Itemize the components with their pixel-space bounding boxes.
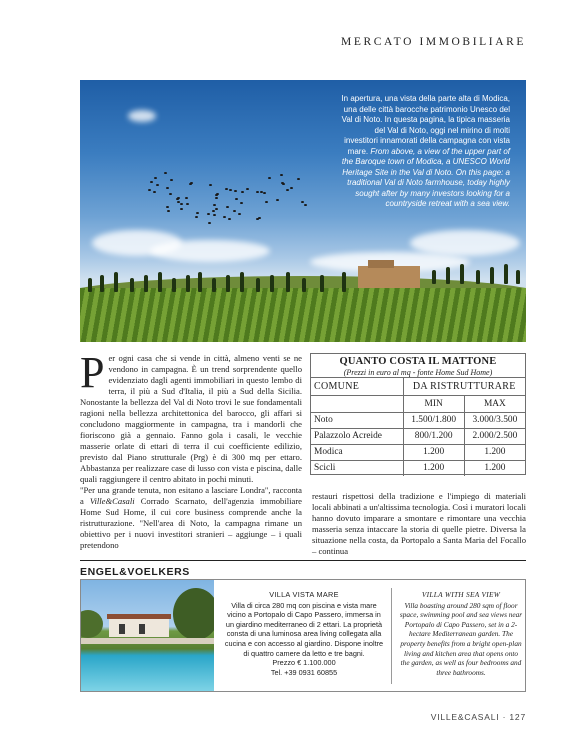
cypress-tree <box>144 275 148 292</box>
bird <box>229 189 232 191</box>
bird <box>290 187 293 189</box>
bird <box>166 187 169 189</box>
bird <box>238 213 241 215</box>
cypress-tree <box>186 275 190 292</box>
bird <box>268 177 271 179</box>
listing-italian <box>224 590 384 677</box>
table-row: Modica 1.200 1.200 <box>311 444 525 460</box>
bird <box>207 213 210 215</box>
cypress-tree <box>302 278 306 292</box>
cypress-tree <box>446 267 450 284</box>
page-footer <box>431 712 526 722</box>
bird <box>176 198 179 200</box>
listing-price: Prezzo € 1.100.000 <box>272 658 336 668</box>
bird <box>153 191 156 193</box>
bird <box>226 206 229 208</box>
bird <box>280 174 283 176</box>
listing-text-en: Villa boasting around 280 sqm of floor space, swimming pool and sea views near Portopalo di Capo Passero, set in a 2-hectare Mediterranean garden. The property benefits from a bright open-plan living and kitchen area that opens onto the garden, as well as four bedrooms and three bathrooms. <box>399 600 523 677</box>
listing-divider <box>391 588 392 684</box>
cypress-tree <box>240 272 244 292</box>
bird <box>156 184 159 186</box>
listing-phone: Tel. +39 0931 60855 <box>270 667 338 677</box>
article-paragraph-3: restauri rispettosi della tradizione e l'impiego di materiali locali abbinati a un'altissima tecnologia. Così i muratori locali hanno dovuto imparare a smontare e rimontare una vecchia masseria senza intaccare la storia di quelle pietre. Diversa la situazione nella costa, da Portopalo a Santa Maria del Focallo – continua <box>312 491 526 556</box>
footer-magazine: VILLE&CASALI <box>430 712 500 722</box>
cypress-tree <box>114 272 118 292</box>
table-row: Noto 1.500/1.800 3.000/3.500 <box>311 412 525 428</box>
bird <box>301 201 304 203</box>
villa-photo <box>81 580 214 691</box>
bird <box>154 177 157 179</box>
cypress-tree <box>516 270 520 284</box>
bird <box>304 204 307 206</box>
table-row: Scicli 1.200 1.200 <box>311 460 525 476</box>
agency-name: ENGEL&VOELKERS <box>80 566 190 578</box>
agency-divider <box>80 560 526 561</box>
bird <box>185 197 188 199</box>
bird <box>215 208 218 210</box>
cypress-tree <box>130 278 134 292</box>
listing-title-en: VILLA WITH SEA VIEW <box>421 590 501 599</box>
bird <box>233 210 236 212</box>
bird <box>195 216 198 218</box>
bird <box>258 217 261 219</box>
bird <box>208 222 211 224</box>
bird <box>286 189 289 191</box>
cypress-tree <box>158 272 162 292</box>
cypress-tree <box>432 270 436 284</box>
bird <box>265 201 268 203</box>
bird <box>164 172 167 174</box>
price-table-subtitle: (Prezzi in euro al mq - fonte Home Sud Home) <box>343 368 493 377</box>
caption-english: From above, a view of the upper part of the Baroque town of Modica, a UNESCO World Heritage Site in the Val di Noto. On this page: a traditional Val di Noto farmhouse, today highly sought after by many investors looking for a countryside retreat with a sea view. <box>341 146 510 208</box>
bird <box>190 182 193 184</box>
bird <box>180 208 183 210</box>
bird <box>246 188 249 190</box>
table-row: Palazzolo Acreide 800/1.200 2.000/2.500 <box>311 428 525 444</box>
bird <box>223 216 226 218</box>
column-header-comune: COMUNE <box>311 378 403 395</box>
bird <box>225 188 228 190</box>
magazine-name: Ville&Casali <box>89 496 135 506</box>
cypress-tree <box>212 278 216 292</box>
hero-photo <box>80 80 526 342</box>
hero-caption <box>340 94 510 210</box>
cypress-tree <box>342 272 346 292</box>
listing-title-it: VILLA VISTA MARE <box>269 590 339 599</box>
listing-box <box>80 579 526 692</box>
bird <box>167 210 170 212</box>
cypress-tree <box>286 272 290 292</box>
cypress-tree <box>256 278 260 292</box>
bird <box>228 218 231 220</box>
bird <box>235 198 238 200</box>
bird <box>213 204 216 206</box>
cypress-tree <box>476 270 480 284</box>
cypress-tree <box>490 267 494 284</box>
price-table-box <box>310 353 526 475</box>
bird <box>180 203 183 205</box>
cypress-tree <box>504 264 508 284</box>
cypress-tree <box>320 275 324 292</box>
listing-text-it: Villa di circa 280 mq con piscina e vista mare vicino a Portopalo di Capo Passero, immersa in un giardino mediterraneo di 2 ettari. La proprietà consta di una luminosa area living collegata alla cucina e con accesso al giardino. Dispone inoltre di quattro camere da letto e tre bagni. <box>224 600 384 658</box>
price-table <box>311 378 525 476</box>
bird <box>240 202 243 204</box>
bird <box>212 210 215 212</box>
article-paragraph-2: "Per una grande tenuta, non esitano a lasciare Londra", racconta a Ville&Casali Corrado Scarnato, dell'agenzia immobiliare Home Sud Home, il cui core business comprende anche la ristrutturazione. "Nell'area di Noto, la campagna rimane un obiettivo per i nuovi investitori stranieri – aggiunge – i quali pretendono <box>80 485 302 550</box>
bird <box>150 181 153 183</box>
bird <box>170 179 173 181</box>
page-number: 127 <box>509 712 526 722</box>
column-header-group: DA RISTRUTTURARE <box>403 378 525 395</box>
bird <box>169 193 172 195</box>
bird <box>215 197 218 199</box>
bird <box>276 199 279 201</box>
article-paragraph-1: Per ogni casa che si vende in città, almeno venti se ne vendono in campagna. È un trend sorprendente quello evidenziato dagli agenti immobiliari in questo lembo di terra, il più a Sud d'Italia, il più a Sud della Sicilia. Nonostante la bellezza del Val di Noto trovi le sue fondamentali ragioni nella bellezza architettonica del barocco, gli affari si concludono maggiormente in campagna, tra i mandorli che fioriscono già a gennaio. Fanno gola i casali, le vecchie masserie orlate di ettari di terra il cui coefficiente edilizio, previsto dal Piano strutturale (Prg) è di 300 mq per ettaro. Abbastanza per realizzare case di lusso con vista e piscina, dalle quali raggiungere il centro abitato in pochi minuti. <box>80 348 302 484</box>
bird <box>241 191 244 193</box>
cypress-tree <box>460 264 464 284</box>
bird <box>215 194 218 196</box>
bird <box>209 184 212 186</box>
drop-cap: P <box>80 348 105 397</box>
cypress-tree <box>100 275 104 292</box>
bird <box>256 191 259 193</box>
bird <box>166 206 169 208</box>
column-header-max: MAX <box>464 395 525 412</box>
price-table-title: QUANTO COSTA IL MATTONE <box>339 356 497 367</box>
article-column-left <box>80 348 302 551</box>
footer-separator: · <box>502 712 507 722</box>
cypress-tree <box>198 272 202 292</box>
bird <box>263 192 266 194</box>
caption-italian: In apertura, una vista della parte alta di Modica, una delle città barocche patrimonio Unesco del Val di Noto. In questa pagina, la tipica masseria del Val di Noto, oggi nel mirino di molti investitori innamorati della campagna con vista mare. <box>341 94 510 156</box>
cypress-tree <box>88 278 92 292</box>
bird <box>297 178 300 180</box>
bird <box>213 214 216 216</box>
section-title: MERCATO IMMOBILIARE <box>341 36 526 48</box>
listing-english <box>399 590 523 677</box>
article-column-right <box>312 491 526 557</box>
cypress-tree <box>172 278 176 292</box>
bird <box>148 189 151 191</box>
column-header-min: MIN <box>403 395 464 412</box>
bird <box>234 190 237 192</box>
cypress-tree <box>270 275 274 292</box>
cypress-tree <box>226 275 230 292</box>
bird <box>186 203 189 205</box>
bird <box>196 212 199 214</box>
